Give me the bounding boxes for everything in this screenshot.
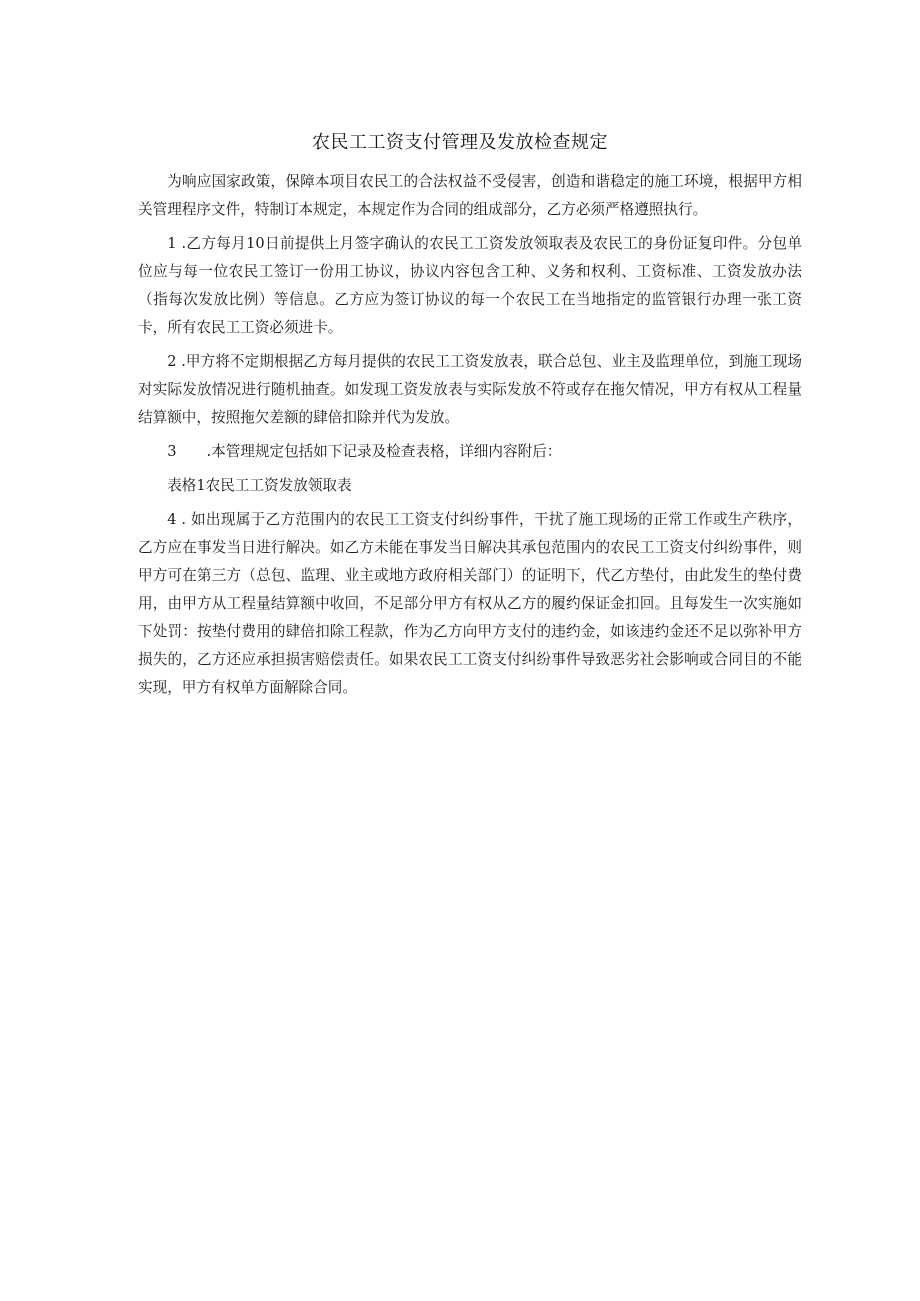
clause-4-paragraph: 4 . 如出现属于乙方范围内的农民工工资支付纠纷事件，干扰了施工现场的正常工作或生产秩序，乙方应在事发当日进行解决。如乙方未能在事发当日解决其承包范围内的农民工工资支付纠纷事件，则甲方可在第三方（总包、监理、业主或地方政府相关部门）的证明下，代乙方垫付，由此发生的垫付费用，由甲方从工程量结算额中收回，不足部分甲方有权从乙方的履约保证金扣回。且每发生一次实施如下处罚：按垫付费用的肆倍扣除工程款，作为乙方向甲方支付的违约金，如该违约金还不足以弥补甲方损失的，乙方还应承担损害赔偿责任。如果农民工工资支付纠纷事件导致恶劣社会影响或合同目的不能实现，甲方有权单方面解除合同。 bbox=[138, 511, 802, 696]
clause-1-paragraph: 1 .乙方每月10日前提供上月签字确认的农民工工资发放领取表及农民工的身份证复印件。分包单位应与每一位农民工签订一份用工协议，协议内容包含工种、义务和权利、工资标准、工资发放办法（指每次发放比例）等信息。乙方应为签订协议的每一个农民工在当地指定的监管银行办理一张工资卡，所有农民工工资必须进卡。 bbox=[138, 235, 802, 336]
clause-3-paragraph bbox=[138, 438, 802, 466]
document-body bbox=[138, 168, 802, 702]
intro-paragraph: 为响应国家政策，保障本项目农民工的合法权益不受侵害，创造和谐稳定的施工环境，根据甲方相关管理程序文件，特制订本规定，本规定作为合同的组成部分，乙方必须严格遵照执行。 bbox=[138, 173, 802, 218]
page-title: 农民工工资支付管理及发放检查规定 bbox=[312, 132, 608, 153]
clause-3-number: 3 bbox=[167, 443, 177, 460]
clause-2-paragraph: 2 .甲方将不定期根据乙方每月提供的农民工工资发放表，联合总包、业主及监理单位，到施工现场对实际发放情况进行随机抽查。如发现工资发放表与实际发放不符或存在拖欠情况，甲方有权从工程量结算额中，按照拖欠差额的肆倍扣除并代为发放。 bbox=[138, 353, 802, 426]
table-reference: 表格1农民工工资发放领取表 bbox=[167, 477, 352, 494]
clause-3-text: .本管理规定包括如下记录及检查表格，详细内容附后： bbox=[206, 443, 562, 460]
